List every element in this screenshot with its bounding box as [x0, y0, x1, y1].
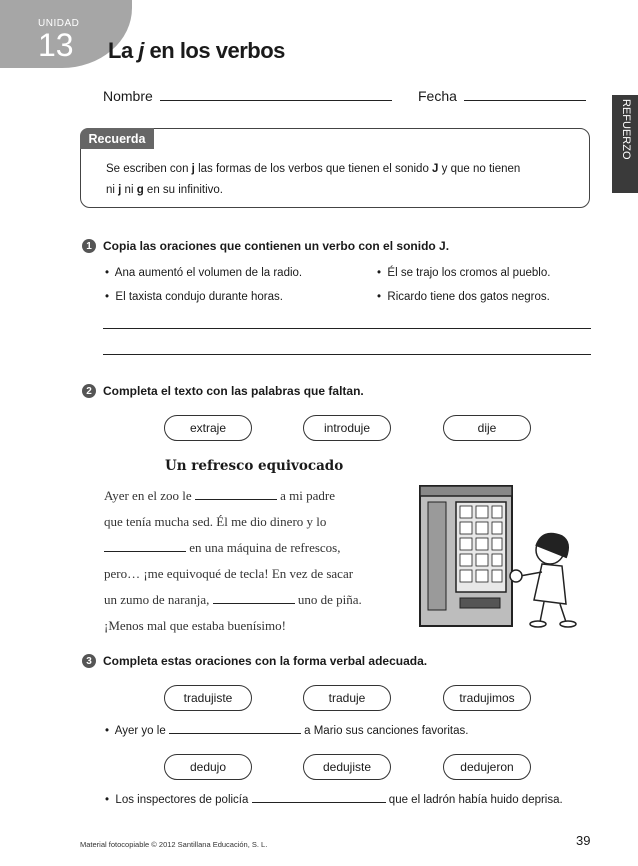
story-line	[104, 488, 335, 504]
rule-text: ni	[121, 184, 137, 196]
copyright-footer: Material fotocopiable © 2012 Santillana Educación, S. L.	[80, 840, 268, 849]
refuerzo-side-tab	[612, 95, 638, 193]
verb-option: tradujiste	[164, 685, 252, 711]
verb-option: dedujeron	[443, 754, 531, 780]
exercise-2-instruction: Completa el texto con las palabras que faltan.	[103, 384, 364, 398]
fill-sentence: • Ayer yo le a Mario sus canciones favoritas.	[105, 725, 469, 737]
rule-bold: g	[136, 184, 144, 196]
unit-label: UNIDAD	[38, 18, 80, 29]
rule-bold: j	[118, 184, 122, 196]
rule-text: ni	[106, 184, 119, 196]
story-line: pero… ¡me equivoqué de tecla! En vez de sacar	[104, 566, 354, 581]
exercise-2-number: 2	[82, 384, 96, 398]
story-line	[104, 540, 341, 556]
page-number: 39	[576, 833, 591, 848]
sentence-text: Él se trajo los cromos al pueblo.	[387, 267, 551, 279]
story-line	[104, 592, 362, 608]
recuerda-tag: Recuerda	[80, 128, 154, 149]
story-line: que tenía mucha sed. Él me dio dinero y lo	[104, 514, 327, 529]
story-line: ¡Menos mal que estaba buenísimo!	[104, 618, 286, 633]
rule-bold: j	[191, 163, 195, 175]
word-option: extraje	[164, 415, 252, 441]
answer-line-2[interactable]	[103, 354, 591, 355]
sentence-blank[interactable]	[169, 723, 301, 734]
story-text: a mi padre	[280, 488, 335, 503]
sentence-text: Ayer yo le	[114, 725, 166, 737]
answer-line-1[interactable]	[103, 328, 591, 329]
sentence-item: • Él se trajo los cromos al pueblo.	[377, 267, 551, 279]
exercise-3-number: 3	[82, 654, 96, 668]
sentence-item: • Ana aumentó el volumen de la radio.	[105, 267, 303, 279]
word-option: introduje	[303, 415, 391, 441]
date-field[interactable]	[464, 100, 586, 101]
verb-option: dedujo	[164, 754, 252, 780]
title-pre: La	[108, 38, 139, 63]
recuerda-text	[106, 159, 566, 201]
sentence-item: • Ricardo tiene dos gatos negros.	[377, 291, 550, 303]
title-letter: j	[138, 38, 144, 63]
rule-text: en su infinitivo.	[143, 184, 223, 196]
sentence-text: El taxista condujo durante horas.	[115, 291, 283, 303]
exercise-1-number: 1	[82, 239, 96, 253]
title-post: en los verbos	[143, 38, 285, 63]
rule-text: Se escriben con	[106, 163, 192, 175]
sentence-text: Los inspectores de policía	[115, 794, 249, 806]
sentence-text: que el ladrón había huido deprisa.	[388, 794, 563, 806]
sentence-text: a Mario sus canciones favoritas.	[304, 725, 469, 737]
name-field[interactable]	[160, 100, 392, 101]
rule-text: las formas de los verbos que tienen el sonido	[194, 163, 433, 175]
story-text: en una máquina de refrescos,	[189, 540, 341, 555]
fill-sentence: • Los inspectores de policía que el ladrón había huido deprisa.	[105, 794, 563, 806]
side-tab-label: REFUERZO	[620, 99, 632, 160]
rule-bold: J	[432, 163, 439, 175]
date-label: Fecha	[418, 88, 457, 104]
story-text: Ayer en el zoo le	[104, 488, 192, 503]
name-label: Nombre	[103, 88, 153, 104]
verb-option: dedujiste	[303, 754, 391, 780]
sentence-item: • El taxista condujo durante horas.	[105, 291, 283, 303]
girl	[510, 534, 576, 627]
exercise-1-instruction: Copia las oraciones que contienen un verbo con el sonido J.	[103, 239, 450, 253]
unit-number: 13	[38, 27, 74, 63]
verb-option: tradujimos	[443, 685, 531, 711]
story-title: Un refresco equivocado	[165, 458, 344, 474]
sentence-blank[interactable]	[252, 792, 386, 803]
vending-machine-illustration	[416, 480, 596, 630]
story-text: uno de piña.	[297, 592, 362, 607]
page-title	[108, 38, 285, 64]
story-text: un zumo de naranja,	[104, 592, 210, 607]
rule-text: y que no tienen	[438, 163, 521, 175]
story-blank[interactable]	[195, 489, 277, 500]
sentence-text: Ana aumentó el volumen de la radio.	[114, 267, 303, 279]
word-option: dije	[443, 415, 531, 441]
story-blank[interactable]	[104, 541, 186, 552]
verb-option: traduje	[303, 685, 391, 711]
story-blank[interactable]	[213, 593, 295, 604]
exercise-3-instruction: Completa estas oraciones con la forma verbal adecuada.	[103, 654, 428, 668]
sentence-text: Ricardo tiene dos gatos negros.	[387, 291, 550, 303]
